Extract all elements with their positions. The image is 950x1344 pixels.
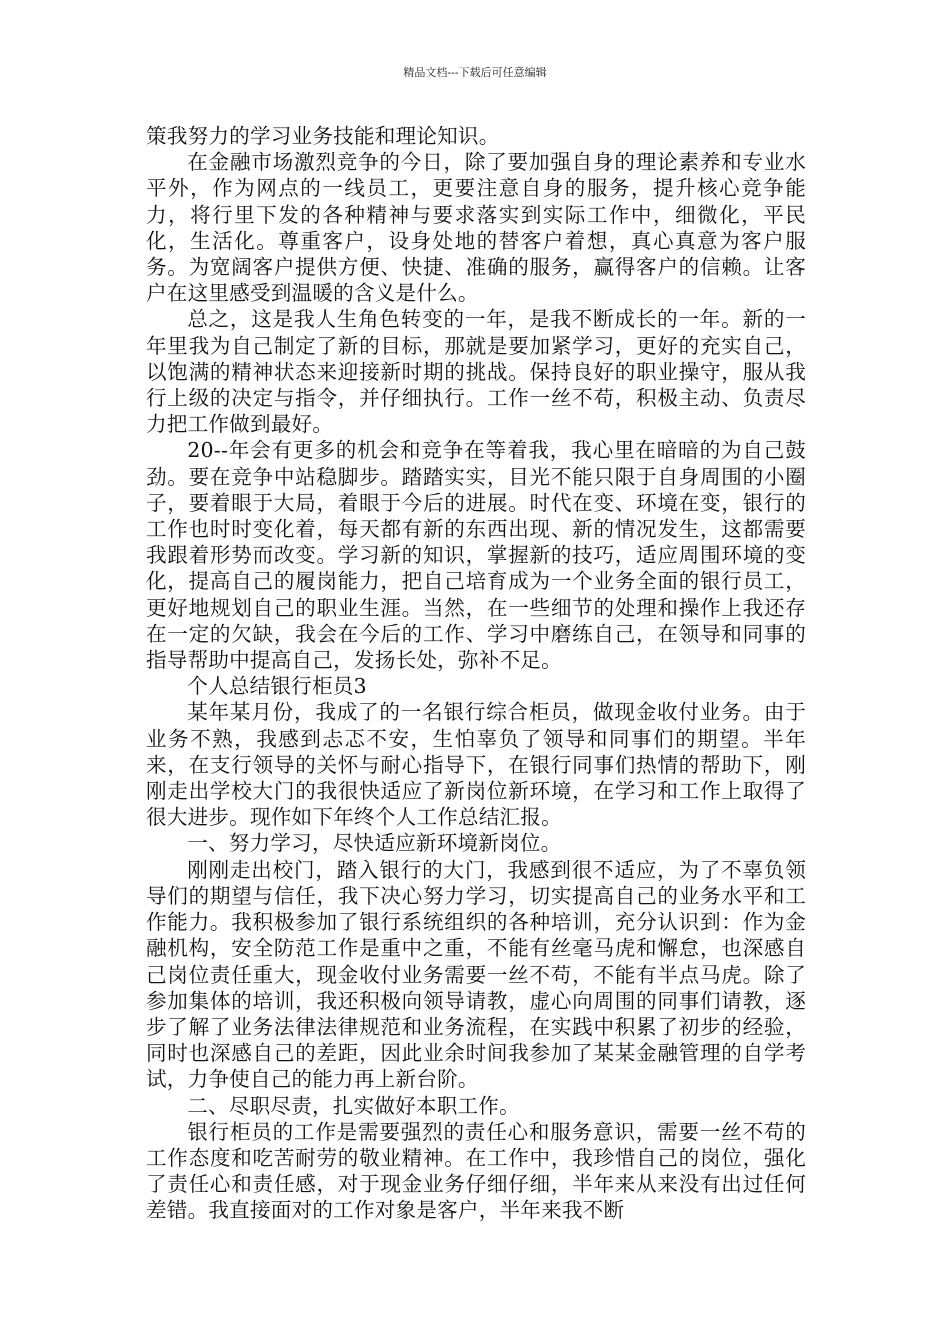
- document-body: [146, 123, 806, 1224]
- section-title-teller-summary-3: 个人总结银行柜员3: [187, 674, 367, 699]
- paragraph-2: 在金融市场激烈竞争的今日，除了要加强自身的理论素养和专业水平外，作为网点的一线员工，更要注意自身的服务，提升核心竞争能力，将行里下发的各种精神与要求落实到实际工作中，细微化，平民化，生活化。尊重客户，设身处地的替客户着想，真心真意为客户服务。为宽阔客户提供方便、快捷、准确的服务，赢得客户的信赖。让客户在这里感受到温暖的含义是什么。: [146, 150, 806, 306]
- heading-study-hard: 一、努力学习，尽快适应新环境新岗位。: [187, 831, 562, 856]
- heading-do-job-well: 二、尽职尽责，扎实做好本职工作。: [187, 1093, 520, 1118]
- paragraph-1: 策我努力的学习业务技能和理论知识。: [146, 124, 500, 148]
- paragraph-6: 某年某月份，我成了的一名银行综合柜员，做现金收付业务。由于业务不熟，我感到忐忑不安，生怕辜负了领导和同事们的期望。半年来，在支行领导的关怀与耐心指导下，在银行同事们热情的帮助下，刚刚走出学校大门的我很快适应了新岗位新环境，在学习和工作上取得了很大进步。现作如下年终个人工作总结汇报。: [146, 700, 806, 830]
- paragraph-4: 20--年会有更多的机会和竞争在等着我，我心里在暗暗的为自己鼓劲。要在竞争中站稳脚步。踏踏实实，目光不能只限于自身周围的小圈子，要着眼于大局，着眼于今后的进展。时代在变、环境在变，银行的工作也时时变化着，每天都有新的东西出现、新的情况发生，这都需要我跟着形势而改变。学习新的知识，掌握新的技巧，适应周围环境的变化，提高自己的履岗能力，把自己培育成为一个业务全面的银行员工，更好地规划自己的职业生涯。当然，在一些细节的处理和操作上我还存在一定的欠缺，我会在今后的工作、学习中磨练自己，在领导和同事的指导帮助中提高自己，发扬长处，弥补不足。: [146, 438, 806, 673]
- paragraph-3: 总之，这是我人生角色转变的一年，是我不断成长的一年。新的一年里我为自己制定了新的目标，那就是要加紧学习，更好的充实自己，以饱满的精神状态来迎接新时期的挑战。保持良好的职业操守，服从我行上级的决定与指令，并仔细执行。工作一丝不苟，积极主动、负责尽力把工作做到最好。: [146, 307, 806, 437]
- paragraph-8: 刚刚走出校门，踏入银行的大门，我感到很不适应，为了不辜负领导们的期望与信任，我下决心努力学习，切实提高自己的业务水平和工作能力。我积极参加了银行系统组织的各种培训，充分认识到：作为金融机构，安全防范工作是重中之重，不能有丝毫马虎和懈怠，也深感自己岗位责任重大，现金收付业务需要一丝不苟，不能有半点马虎。除了参加集体的培训，我还积极向领导请教，虚心向周围的同事们请教，逐步了解了业务法律法律规范和业务流程，在实践中积累了初步的经验，同时也深感自己的差距，因此业余时间我参加了某某金融管理的自学考试，力争使自己的能力再上新台阶。: [146, 857, 806, 1092]
- page-header: 精品文档---下载后可任意编辑: [403, 66, 547, 79]
- paragraph-10: 银行柜员的工作是需要强烈的责任心和服务意识，需要一丝不苟的工作态度和吃苦耐劳的敬业精神。在工作中，我珍惜自己的岗位，强化了责任心和责任感，对于现金业务仔细仔细，半年来从来没有出过任何差错。我直接面对的工作对象是客户，半年来我不断: [146, 1119, 806, 1223]
